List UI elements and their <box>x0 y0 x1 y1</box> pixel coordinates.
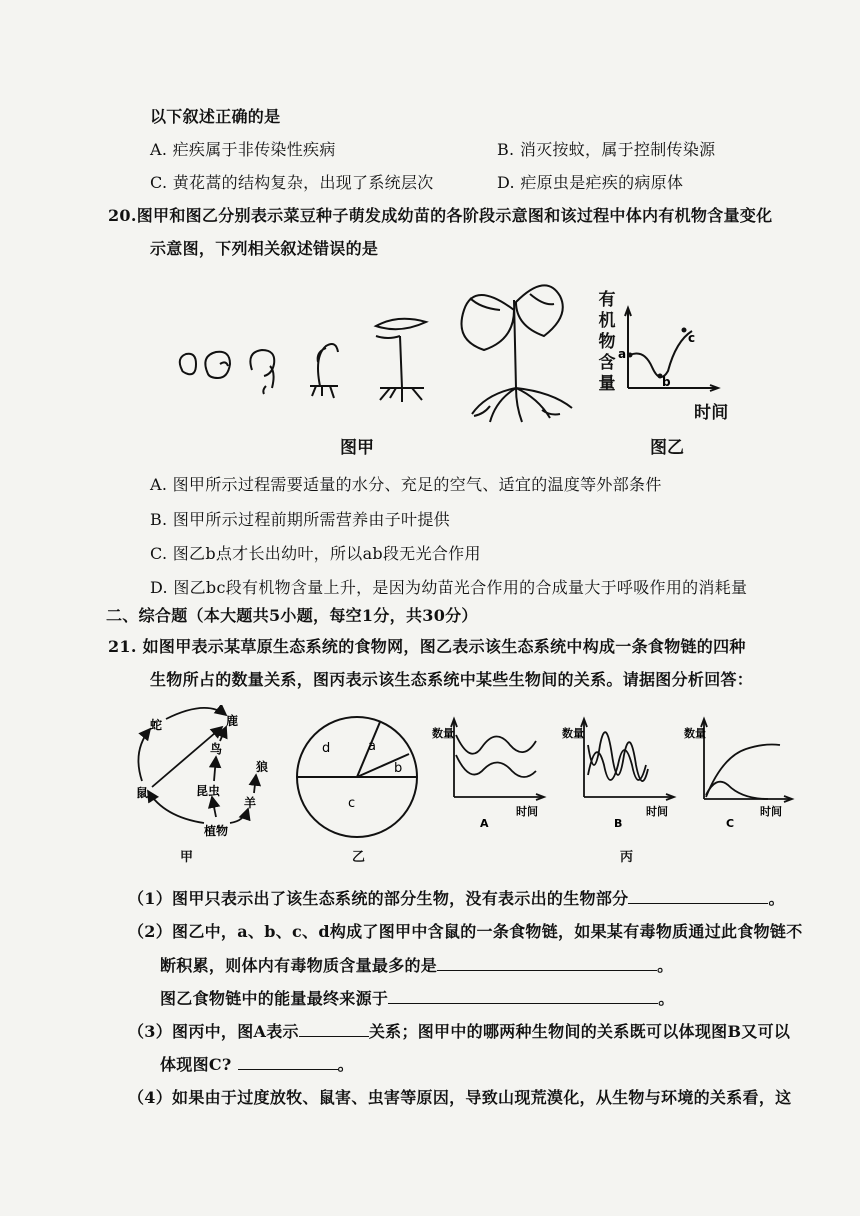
y-label: 数量 <box>432 727 454 740</box>
curve-1 <box>588 732 648 781</box>
curve-rise <box>706 745 780 798</box>
node-mouse: 鼠 <box>136 786 149 800</box>
ylabel-char: 量 <box>598 374 616 394</box>
relation-graph-c <box>684 715 804 830</box>
q20-option-a[interactable]: A. 图甲所示过程需要适量的水分、充足的空气、适宜的温度等外部条件 <box>150 475 662 494</box>
label-a: a <box>618 347 627 361</box>
curve-lower <box>456 755 536 777</box>
q19-option-c[interactable]: C. 黄花蒿的结构复杂，出现了系统层次 <box>150 173 434 192</box>
seedling-stage-4 <box>310 344 338 398</box>
fig-yi-xlabel: 时间 <box>694 403 729 423</box>
q20-option-d[interactable]: D. 图乙bc段有机物含量上升，是因为幼苗光合作用的合成量大于呼吸作用的消耗量 <box>150 578 748 597</box>
q21-sub3-text-b: 关系；图甲中的哪两种生物间的关系既可以体现图B又可以 <box>368 1022 791 1041</box>
q21-sub2-line1: （2）图乙中，a、b、c、d构成了图甲中含鼠的一条食物链，如果某有毒物质通过此食物链不 <box>128 922 803 941</box>
answer-blank-4[interactable] <box>299 1022 369 1037</box>
seedling-stage-5 <box>376 319 426 402</box>
q21-sub3-line1 <box>128 1019 790 1042</box>
q19-option-d[interactable]: D. 疟原虫是疟疾的病原体 <box>497 173 684 192</box>
q21-sub3-line2 <box>160 1052 354 1075</box>
slice-b: b <box>394 761 403 776</box>
seedling-stage-6 <box>462 285 573 422</box>
caption-bing: 丙 <box>620 850 634 865</box>
relation-graph-a <box>432 715 552 830</box>
answer-blank-1[interactable] <box>628 889 768 904</box>
label-c: c <box>688 331 696 345</box>
fig-yi-ylabel <box>596 290 618 395</box>
organic-matter-curve <box>618 300 728 400</box>
graph-name-c: C <box>726 817 735 830</box>
graph-name-b: B <box>614 817 623 830</box>
organic-curve <box>630 331 692 377</box>
q21-sub4-line1: （4）如果由于过度放牧、鼠害、虫害等原因，导致山现荒漠化，从生物与环境的关系看，这 <box>128 1088 792 1107</box>
q21-sub3-text-a: （3）图丙中，图A表示 <box>128 1022 299 1041</box>
slice-d: d <box>322 741 331 756</box>
caption-yi: 乙 <box>352 850 366 865</box>
node-insect: 昆虫 <box>196 784 221 798</box>
q21-sub1 <box>128 886 785 909</box>
q20-stem-line1: 20.图甲和图乙分别表示菜豆种子萌发成幼苗的各阶段示意图和该过程中体内有机物含量变化 <box>108 206 773 225</box>
answer-blank-5[interactable] <box>238 1055 338 1070</box>
curve-upper <box>456 735 536 754</box>
quantity-pie-figure <box>292 712 422 842</box>
q19-option-a[interactable]: A. 疟疾属于非传染性疾病 <box>150 140 336 159</box>
food-web-figure <box>130 705 280 845</box>
relation-graph-b <box>562 715 682 830</box>
slice-c: c <box>348 796 356 811</box>
point-a <box>628 353 633 358</box>
graph-name-a: A <box>480 817 489 830</box>
svg-text:数量: 数量 <box>684 727 706 740</box>
q21-stem-line2: 生物所占的数量关系，图丙表示该生态系统中某些生物间的关系。请据图分析回答： <box>150 670 754 689</box>
q21-stem-line1: 21. 如图甲表示某草原生态系统的食物网，图乙表示该生态系统中构成一条食物链的四种 <box>108 637 746 656</box>
q21-sub3-line2-text: 体现图C? <box>160 1055 232 1074</box>
node-bird: 鸟 <box>210 742 223 756</box>
q19-option-b[interactable]: B. 消灭按蚊，属于控制传染源 <box>497 140 716 159</box>
q19-stem-tail: 以下叙述正确的是 <box>150 107 281 126</box>
answer-blank-3[interactable] <box>388 989 658 1004</box>
x-label: 时间 <box>516 805 538 818</box>
ylabel-char: 物 <box>598 332 616 352</box>
curve-fall <box>706 782 768 799</box>
q21-sub1-end: 。 <box>768 889 785 908</box>
ylabel-char: 机 <box>598 311 616 331</box>
ylabel-char: 含 <box>598 353 616 373</box>
node-sheep: 羊 <box>244 796 257 810</box>
seed-stage-1 <box>180 354 196 375</box>
fig-jia-caption: 图甲 <box>340 438 374 458</box>
ylabel-char: 有 <box>598 290 616 310</box>
slice-a: a <box>368 739 376 754</box>
point-c <box>682 328 687 333</box>
q20-option-b[interactable]: B. 图甲所示过程前期所需营养由子叶提供 <box>150 510 450 529</box>
q21-sub2-line3-end: 。 <box>658 989 675 1008</box>
svg-text:数量: 数量 <box>562 727 584 740</box>
q20-option-c[interactable]: C. 图乙b点才长出幼叶，所以ab段无光合作用 <box>150 544 481 563</box>
q21-sub1-text: （1）图甲只表示出了该生态系统的部分生物，没有表示出的生物部分 <box>128 889 629 908</box>
q21-sub2-line2 <box>160 953 673 976</box>
answer-blank-2[interactable] <box>437 956 657 971</box>
q21-sub2-end: 。 <box>657 956 674 975</box>
node-snake: 蛇 <box>150 718 163 732</box>
q21-sub2-line3-text: 图乙食物链中的能量最终来源于 <box>160 989 389 1008</box>
seed-stage-2 <box>205 352 230 378</box>
node-fox: 狼 <box>256 760 269 774</box>
q21-sub2-text: 断积累，则体内有毒物质含量最多的是 <box>160 956 438 975</box>
svg-text:时间: 时间 <box>646 805 668 818</box>
svg-text:时间: 时间 <box>760 805 782 818</box>
q21-sub3-line2-end: 。 <box>337 1055 354 1074</box>
node-plant: 植物 <box>204 824 229 838</box>
fig-yi-caption: 图乙 <box>650 438 684 458</box>
q21-sub2-line3 <box>160 986 675 1009</box>
label-b: b <box>662 375 671 389</box>
germination-stages-figure <box>170 270 600 430</box>
q20-stem-line2: 示意图，下列相关叙述错误的是 <box>150 239 379 258</box>
seed-stage-3 <box>250 350 274 394</box>
section2-title: 二、综合题（本大题共5小题，每空1分，共30分） <box>106 606 478 625</box>
caption-jia: 甲 <box>180 850 194 865</box>
node-deer: 鹿 <box>226 714 239 728</box>
